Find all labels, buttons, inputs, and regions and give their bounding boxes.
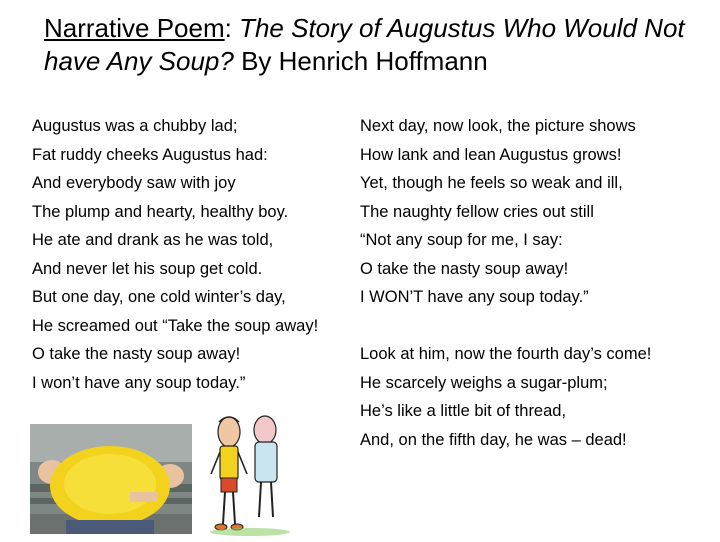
poem-line: The plump and hearty, healthy boy. — [32, 202, 289, 221]
augustus-cartoon-illustration — [205, 412, 295, 537]
poem-title: The Story of Augustus Who Would Not have Any Soup? — [44, 13, 685, 76]
poem-line: He’s like a little bit of thread, — [360, 402, 567, 420]
poem-line: O take the nasty soup away! — [360, 259, 569, 278]
poem-left-column — [32, 112, 318, 397]
stanza-break — [360, 312, 651, 341]
poem-line: But one day, one cold winter’s day, — [32, 288, 286, 306]
title-label: Narrative Poem — [44, 13, 225, 43]
poem-line: O take the nasty soup away! — [32, 345, 241, 363]
chubby-boy-photo — [30, 424, 192, 534]
poem-line: Augustus was a chubby lad; — [32, 117, 238, 135]
poem-line: Fat ruddy cheeks Augustus had: — [32, 145, 268, 164]
poem-line: I won’t have any soup today.” — [32, 373, 246, 392]
poem-line: I WON’T have any soup today.” — [360, 288, 589, 306]
poem-line: He screamed out “Take the soup away! — [32, 316, 319, 335]
poem-right-column — [360, 112, 651, 454]
augustus-cartoon — [205, 412, 295, 537]
poem-line: He scarcely weighs a sugar-plum; — [360, 373, 608, 392]
poem-line: Yet, though he feels so weak and ill, — [360, 174, 623, 192]
poem-line: Next day, now look, the picture shows — [360, 117, 636, 135]
poem-line: The naughty fellow cries out still — [360, 202, 594, 221]
title-colon: : — [224, 13, 240, 43]
poem-line: Look at him, now the fourth day’s come! — [360, 345, 652, 363]
poem-line: How lank and lean Augustus grows! — [360, 145, 622, 164]
poem-line: And, on the fifth day, he was – dead! — [360, 430, 627, 449]
poem-author: By Henrich Hoffmann — [233, 46, 488, 76]
poem-line: “Not any soup for me, I say: — [360, 231, 563, 249]
poem-line: He ate and drank as he was told, — [32, 231, 274, 249]
poem-line: And never let his soup get cold. — [32, 259, 263, 278]
slide-title — [44, 12, 714, 78]
poem-line: And everybody saw with joy — [32, 174, 236, 192]
chubby-boy-illustration — [30, 424, 192, 534]
